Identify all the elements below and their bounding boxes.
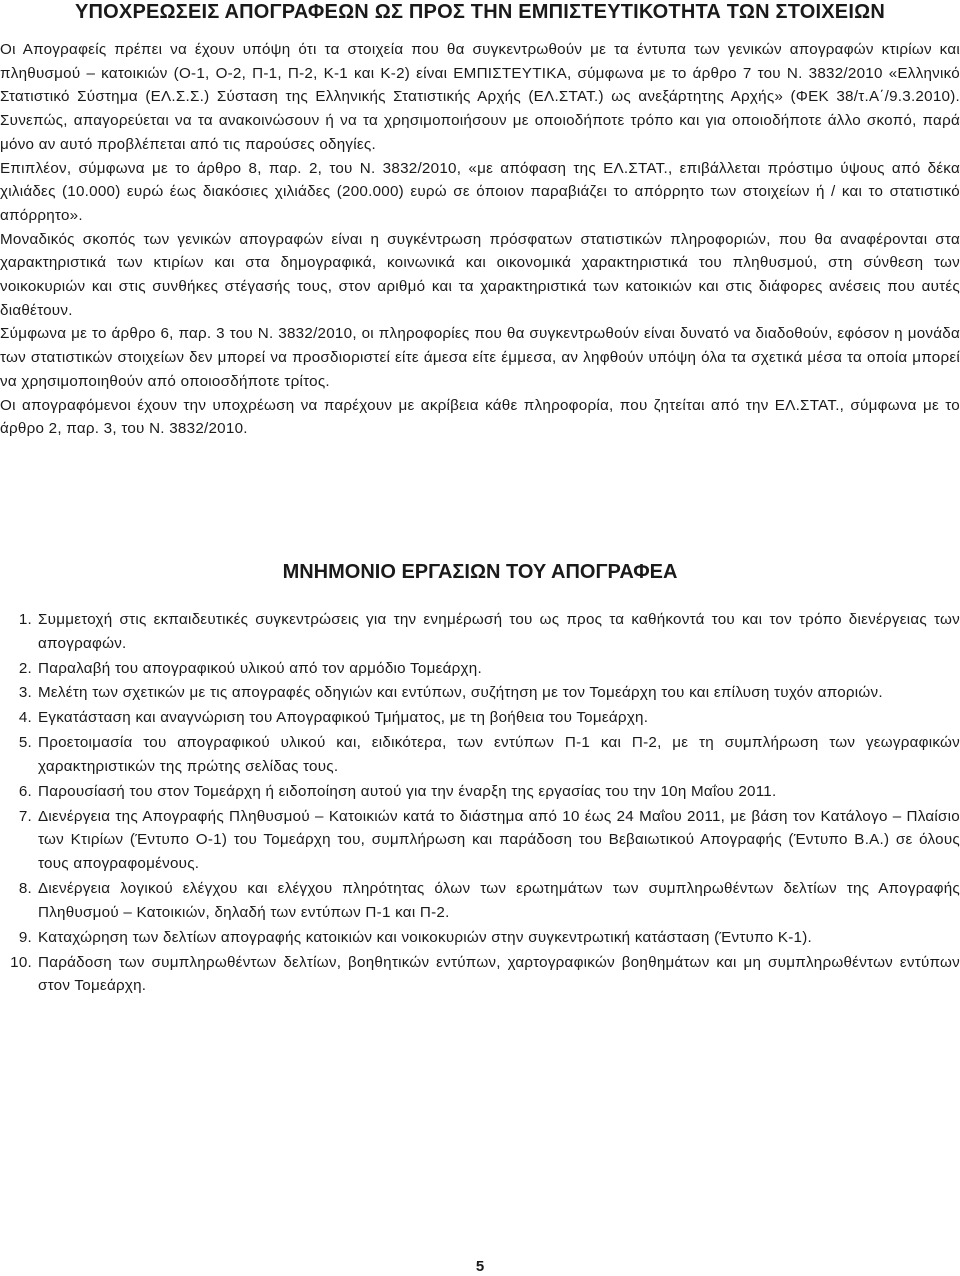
list-item-text: Καταχώρηση των δελτίων απογραφής κατοικιών και νοικοκυριών στην συγκεντρωτική κατάσταση (Έντυπο Κ-1). [38,928,813,946]
list-item-number: 1. [18,611,32,628]
list-item [0,681,960,705]
list-item-number: 9. [18,928,32,946]
list-item [0,805,960,876]
list-item [0,731,960,778]
list-item-text: Μελέτη των σχετικών με τις απογραφές οδηγιών και εντύπων, συζήτηση με τον Τομεάρχη του και επίλυση τυχόν αποριών. [38,684,883,702]
memo-heading: ΜΝΗΜΟΝΙΟ ΕΡΓΑΣΙΩΝ ΤΟΥ ΑΠΟΓΡΑΦΕΑ [282,561,678,583]
list-item-number: 2. [18,659,32,677]
paragraph: Επιπλέον, σύμφωνα με το άρθρο 8, παρ. 2, του Ν. 3832/2010, «με απόφαση της ΕΛ.ΣΤΑΤ., επιβάλλεται πρόστιμο ύψους από δέκα χιλιάδες (10.000) ευρώ έως διακόσιες χιλιάδες (200.000) ευρώ σε όποιον παραβιάζει το απόρρητο των στοιχείων ή / και το στατιστικό απόρρητο». [0,159,960,224]
paragraph: Σύμφωνα με το άρθρο 6, παρ. 3 του Ν. 3832/2010, οι πληροφορίες που θα συγκεντρωθούν είναι δυνατό να διαδοθούν, εφόσον η μονάδα των στατιστικών στοιχείων δεν μπορεί να προσδιοριστεί είτε άμεσα είτε έμμεσα, αν ληφθούν υπόψη όλα τα σχετικά μέσα τα οποία μπορεί να χρησιμοποιηθούν από οποιοσδήποτε τρίτος. [0,325,960,390]
list-item [0,657,960,681]
page-number: 5 [475,1258,485,1275]
list-item [0,780,960,804]
list-item [0,951,960,998]
paragraph: Οι Απογραφείς πρέπει να έχουν υπόψη ότι τα στοιχεία που θα συγκεντρωθούν με τα έντυπα των γενικών απογραφών κτιρίων και πληθυσμού – κατοικιών (Ο-1, Ο-2, Π-1, Π-2, Κ-1 και Κ-2) είναι ΕΜΠΙΣΤΕΥΤΙΚΑ, σύμφωνα με το άρθρο 7 του Ν. 3832/2010 «Ελληνικό Στατιστικό Σύστημα (ΕΛ.Σ.Σ.) Σύσταση της Ελληνικής Στατιστικής Αρχής (ΕΛ.ΣΤΑΤ.) ως ανεξάρτητης Αρχής» (ΦΕΚ 38/τ.Α΄/9.3.2010). Συνεπώς, απαγορεύεται να τα ανακοινώσουν ή να τα χρησιμοποιήσουν με οποιοδήποτε τρόπο και για οποιοδήποτε άλλο σκοπό, παρά μόνο αν αυτό προβλέπεται από τις παρούσες οδηγίες. [0,41,960,153]
list-item-number: 3. [18,684,32,702]
confidentiality-section [0,38,960,441]
list-item [0,608,960,655]
list-item-text: Παράδοση των συμπληρωθέντων δελτίων, βοηθητικών εντύπων, χαρτογραφικών βοηθημάτων και μη συμπληρωθέντων εντύπων στον Τομεάρχη. [38,953,960,995]
paragraph: Οι απογραφόμενοι έχουν την υποχρέωση να παρέχουν με ακρίβεια κάθε πληροφορία, που ζητείται από την ΕΛ.ΣΤΑΤ., σύμφωνα με το άρθρο 2, παρ. 3, του Ν. 3832/2010. [0,396,960,438]
memo-task-list [0,608,960,999]
list-item [0,926,960,950]
list-item-text: Διενέργεια λογικού ελέγχου και ελέγχου πληρότητας όλων των ερωτημάτων των συμπληρωθέντων δελτίων της Απογραφής Πληθυσμού – Κατοικιών, δηλαδή των εντύπων Π-1 και Π-2. [38,880,960,921]
list-item-text: Προετοιμασία του απογραφικού υλικού και, ειδικότερα, των εντύπων Π-1 και Π-2, με τη συμπλήρωση των γεωγραφικών χαρακτηριστικών της πρώτης σελίδας τους. [38,734,960,775]
list-item-number: 4. [18,709,32,727]
list-item-number: 8. [18,880,32,898]
list-item-text: Διενέργεια της Απογραφής Πληθυσμού – Κατοικιών κατά το διάστημα από 10 έως 24 Μαΐου 2011, με βάση τον Κατάλογο – Πλαίσιο των Κτιρίων (Έντυπο Ο-1) του Τομεάρχη του, συμπλήρωση και παράδοση του Βεβαιωτικού Απογραφής (Έντυπο Β.Α.) σε όλους τους απογραφομένους. [38,807,960,873]
list-item-number: 10. [10,953,32,971]
list-item-text: Παρουσίασή του στον Τομεάρχη ή ειδοποίηση αυτού για την έναρξη της εργασίας του την 10η Μαΐου 2011. [38,782,777,800]
list-item-text: Συμμετοχή στις εκπαιδευτικές συγκεντρώσεις για την ενημέρωσή του ως προς τα καθήκοντά του και τον τρόπο διενέργειας των απογραφών. [38,611,960,652]
list-item [0,706,960,730]
list-item-number: 7. [18,807,32,825]
paragraph: Μοναδικός σκοπός των γενικών απογραφών είναι η συγκέντρωση πρόσφατων στατιστικών πληροφοριών, που θα αναφέρονται στα χαρακτηριστικά των κτιρίων και στα δημογραφικά, κοινωνικά και οικονομικά χαρακτηριστικά του πληθυσμού, στη σύνθεση των νοικοκυριών και στις συνθήκες στέγασής τους, στον αριθμό και τα χαρακτηριστικά των κατοικιών και στις διάφορες ανέσεις που αυτές διαθέτουν. [0,230,960,319]
list-item [0,877,960,924]
list-item-text: Εγκατάσταση και αναγνώριση του Απογραφικού Τμήματος, με τη βοήθεια του Τομεάρχη. [38,709,649,727]
list-item-text: Παραλαβή του απογραφικού υλικού από τον αρμόδιο Τομεάρχη. [38,659,482,677]
list-item-number: 5. [18,734,32,752]
list-item-number: 6. [18,782,32,800]
page-title: ΥΠΟΧΡΕΩΣΕΙΣ ΑΠΟΓΡΑΦΕΩΝ ΩΣ ΠΡΟΣ ΤΗΝ ΕΜΠΙΣΤΕΥΤΙΚΟΤΗΤΑ ΤΩΝ ΣΤΟΙΧΕΙΩΝ [74,1,885,23]
